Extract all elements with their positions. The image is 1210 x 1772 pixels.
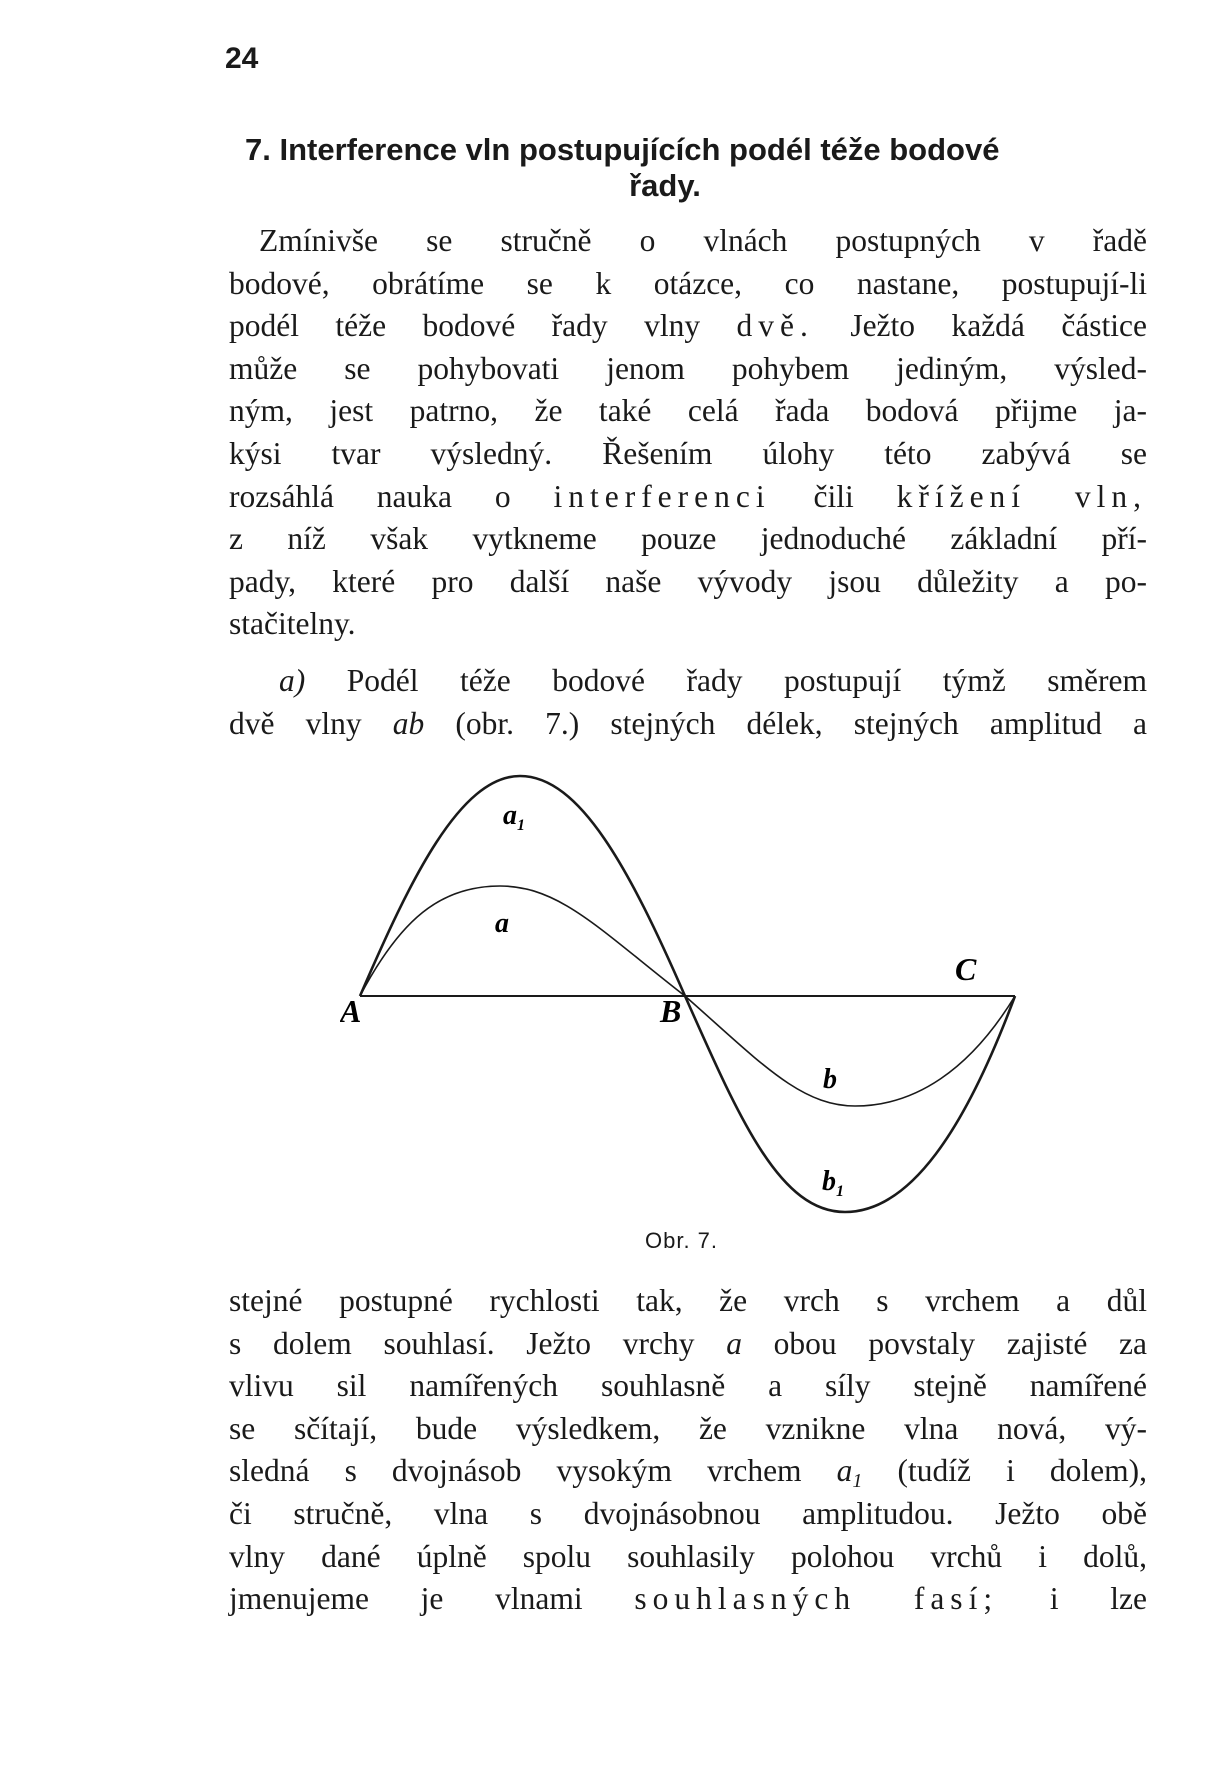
spaced-word-dve: dvě. [736, 308, 814, 344]
paragraph-3-line [229, 1578, 1147, 1621]
italic-a: a [726, 1325, 742, 1361]
paragraph-3-line: vlivu sil namířených souhlasně a síly stejně namířené [229, 1368, 1147, 1404]
paragraph-1 [229, 220, 1147, 646]
section-heading [245, 132, 1145, 204]
label-b: b [823, 1064, 837, 1095]
section-heading-line2: řady. [629, 168, 701, 203]
italic-a1 [836, 1453, 863, 1493]
text-fragment: čili [813, 478, 854, 514]
text-fragment: obou povstaly zajisté za [773, 1325, 1148, 1361]
text-fragment: Podél téže bodové řady postupují týmž směrem [346, 663, 1147, 698]
label-A: A [340, 993, 362, 1029]
paragraph-1-line [229, 305, 1147, 348]
text-fragment: podél téže bodové řady vlny [229, 308, 701, 344]
wave-a1 [360, 776, 685, 996]
paragraph-3-line: či stručně, vlna s dvojnásobnou amplitudou. Ježto obě [229, 1495, 1147, 1531]
paragraph-3-line: stejné postupné rychlosti tak, že vrch s vrchem a důl [229, 1283, 1147, 1318]
spaced-word-krizeni: křížení vln, [896, 478, 1148, 514]
label-B: B [660, 993, 682, 1029]
paragraph-1-line: může se pohybovati jenom pohybem jediným, výsled- [229, 350, 1147, 386]
paragraph-1-line: ným, jest patrno, že také celá řada bodová přijme ja- [229, 393, 1147, 429]
paragraph-1-line: z níž však vytkneme pouze jednoduché základní pří- [229, 521, 1147, 557]
label-a: a [495, 908, 509, 939]
text-fragment: s dolem souhlasí. Ježto vrchy [229, 1325, 695, 1361]
label-b1-letter: b [822, 1166, 836, 1197]
paragraph-3-line [229, 1323, 1147, 1366]
section-heading-line1: 7. Interference vln postupujících podél téže bodové [245, 132, 1000, 167]
label-a1-letter: a [503, 800, 517, 831]
paragraph-2 [229, 660, 1147, 745]
paragraph-1-line [229, 476, 1147, 519]
label-a1 [503, 800, 525, 834]
paragraph-2-line [229, 703, 1147, 746]
label-b1-sub: 1 [836, 1183, 844, 1200]
paragraph-3-line [229, 1450, 1147, 1493]
spaced-phrase-souhlasnych-fasi: souhlasných fasí; [634, 1581, 999, 1617]
paragraph-3 [229, 1280, 1147, 1621]
text-fragment: (tudíž i dolem), [897, 1453, 1148, 1489]
text-fragment: sledná s dvojnásob vysokým vrchem [229, 1453, 802, 1489]
paragraph-1-line: bodové, obrátíme se k otázce, co nastane, postupují-li [229, 265, 1147, 301]
label-C: C [955, 951, 977, 987]
text-fragment: rozsáhlá nauka o [229, 478, 511, 514]
text-fragment: dvě vlny [229, 705, 362, 741]
text-fragment: i lze [1049, 1581, 1148, 1617]
text-fragment: jmenujeme je vlnami [229, 1581, 583, 1617]
paragraph-1-line: kýsi tvar výsledný. Řešením úlohy této zabývá se [229, 435, 1147, 471]
paragraph-1-line: stačitelny. [229, 606, 356, 642]
figure-caption: Obr. 7. [645, 1228, 719, 1253]
paragraph-1-line: pady, které pro další naše vývody jsou důležity a po- [229, 563, 1147, 599]
wave-b1 [685, 996, 1015, 1212]
wave-b [685, 996, 1015, 1106]
paragraph-1-line: Zmínivše se stručně o vlnách postupných v řadě [259, 223, 1147, 258]
list-marker: a) [279, 663, 306, 698]
paragraph-3-line: vlny dané úplně spolu souhlasily polohou vrchů i dolů, [229, 1538, 1147, 1574]
paragraph-2-line [229, 660, 1147, 703]
wave-interference-figure [340, 760, 1040, 1220]
paragraph-3-line: se sčítají, bude výsledkem, že vznikne vlna nová, vý- [229, 1410, 1147, 1446]
text-fragment: Ježto každá částice [850, 308, 1148, 344]
wave-a [360, 886, 685, 996]
italic-a1-sub: 1 [852, 1470, 863, 1493]
text-fragment: (obr. 7.) stejných délek, stejných amplitud a [455, 705, 1147, 741]
spaced-word-interferenci: interferenci [553, 478, 771, 514]
page-number: 24 [225, 42, 259, 75]
italic-ab: ab [392, 705, 425, 741]
label-b1 [822, 1166, 844, 1200]
italic-a1-letter: a [836, 1453, 853, 1489]
label-a1-sub: 1 [517, 817, 525, 834]
